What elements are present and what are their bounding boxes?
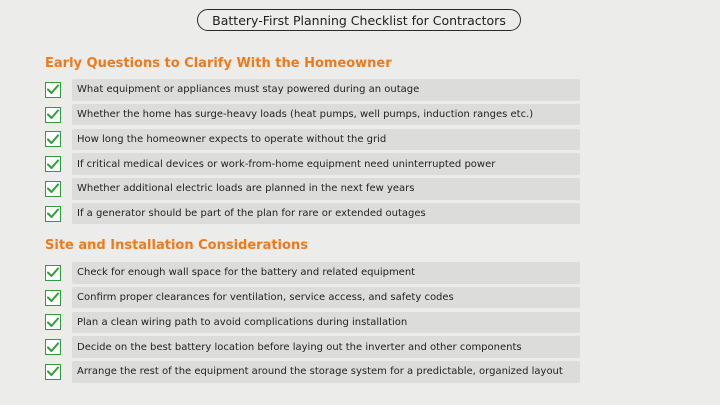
page-title [197, 9, 521, 31]
checklist-item-label: Check for enough wall space for the battery and related equipment [72, 262, 580, 284]
checklist-item-label: If critical medical devices or work-from-home equipment need uninterrupted power [72, 153, 580, 175]
checklist-item [45, 262, 580, 284]
checkbox[interactable] [45, 364, 61, 380]
checkmark-icon [47, 208, 59, 219]
checkmark-icon [47, 159, 59, 170]
checkmark-icon [47, 134, 59, 145]
section-heading-site-installation: Site and Installation Considerations [45, 238, 308, 253]
checklist-item [45, 178, 580, 200]
checkmark-icon [47, 183, 59, 194]
checkmark-icon [47, 84, 59, 95]
checkmark-icon [47, 366, 59, 377]
site-installation-list [45, 262, 580, 386]
page-title-text: Battery-First Planning Checklist for Contractors [212, 12, 506, 28]
checkbox[interactable] [45, 314, 61, 330]
checkbox[interactable] [45, 290, 61, 306]
checklist-item [45, 361, 580, 383]
section-heading-homeowner-questions: Early Questions to Clarify With the Homeowner [45, 56, 392, 71]
checkmark-icon [47, 292, 59, 303]
checklist-item-label: Confirm proper clearances for ventilation, service access, and safety codes [72, 287, 580, 309]
checklist-item-label: Plan a clean wiring path to avoid complications during installation [72, 312, 580, 334]
checklist-item [45, 129, 580, 151]
checklist-item [45, 287, 580, 309]
checkmark-icon [47, 317, 59, 328]
checkbox[interactable] [45, 107, 61, 123]
checklist-item-label: If a generator should be part of the plan for rare or extended outages [72, 203, 580, 225]
checkbox[interactable] [45, 156, 61, 172]
checklist-item [45, 203, 580, 225]
checklist-item-label: Decide on the best battery location before laying out the inverter and other components [72, 336, 580, 358]
checkbox[interactable] [45, 181, 61, 197]
checklist-item-label: Whether the home has surge-heavy loads (heat pumps, well pumps, induction ranges etc.) [72, 104, 580, 126]
checkmark-icon [47, 342, 59, 353]
checklist-item [45, 79, 580, 101]
checkmark-icon [47, 109, 59, 120]
checklist-item [45, 336, 580, 358]
checkbox[interactable] [45, 206, 61, 222]
checkbox[interactable] [45, 339, 61, 355]
checklist-item [45, 312, 580, 334]
checklist-item-label: What equipment or appliances must stay powered during an outage [72, 79, 580, 101]
checklist-item-label: How long the homeowner expects to operate without the grid [72, 129, 580, 151]
checkbox[interactable] [45, 265, 61, 281]
checklist-item [45, 104, 580, 126]
checklist-item [45, 153, 580, 175]
homeowner-questions-list [45, 79, 580, 228]
checkbox[interactable] [45, 131, 61, 147]
checkmark-icon [47, 267, 59, 278]
checkbox[interactable] [45, 82, 61, 98]
checklist-item-label: Arrange the rest of the equipment around the storage system for a predictable, organized layout [72, 361, 580, 383]
checklist-item-label: Whether additional electric loads are planned in the next few years [72, 178, 580, 200]
